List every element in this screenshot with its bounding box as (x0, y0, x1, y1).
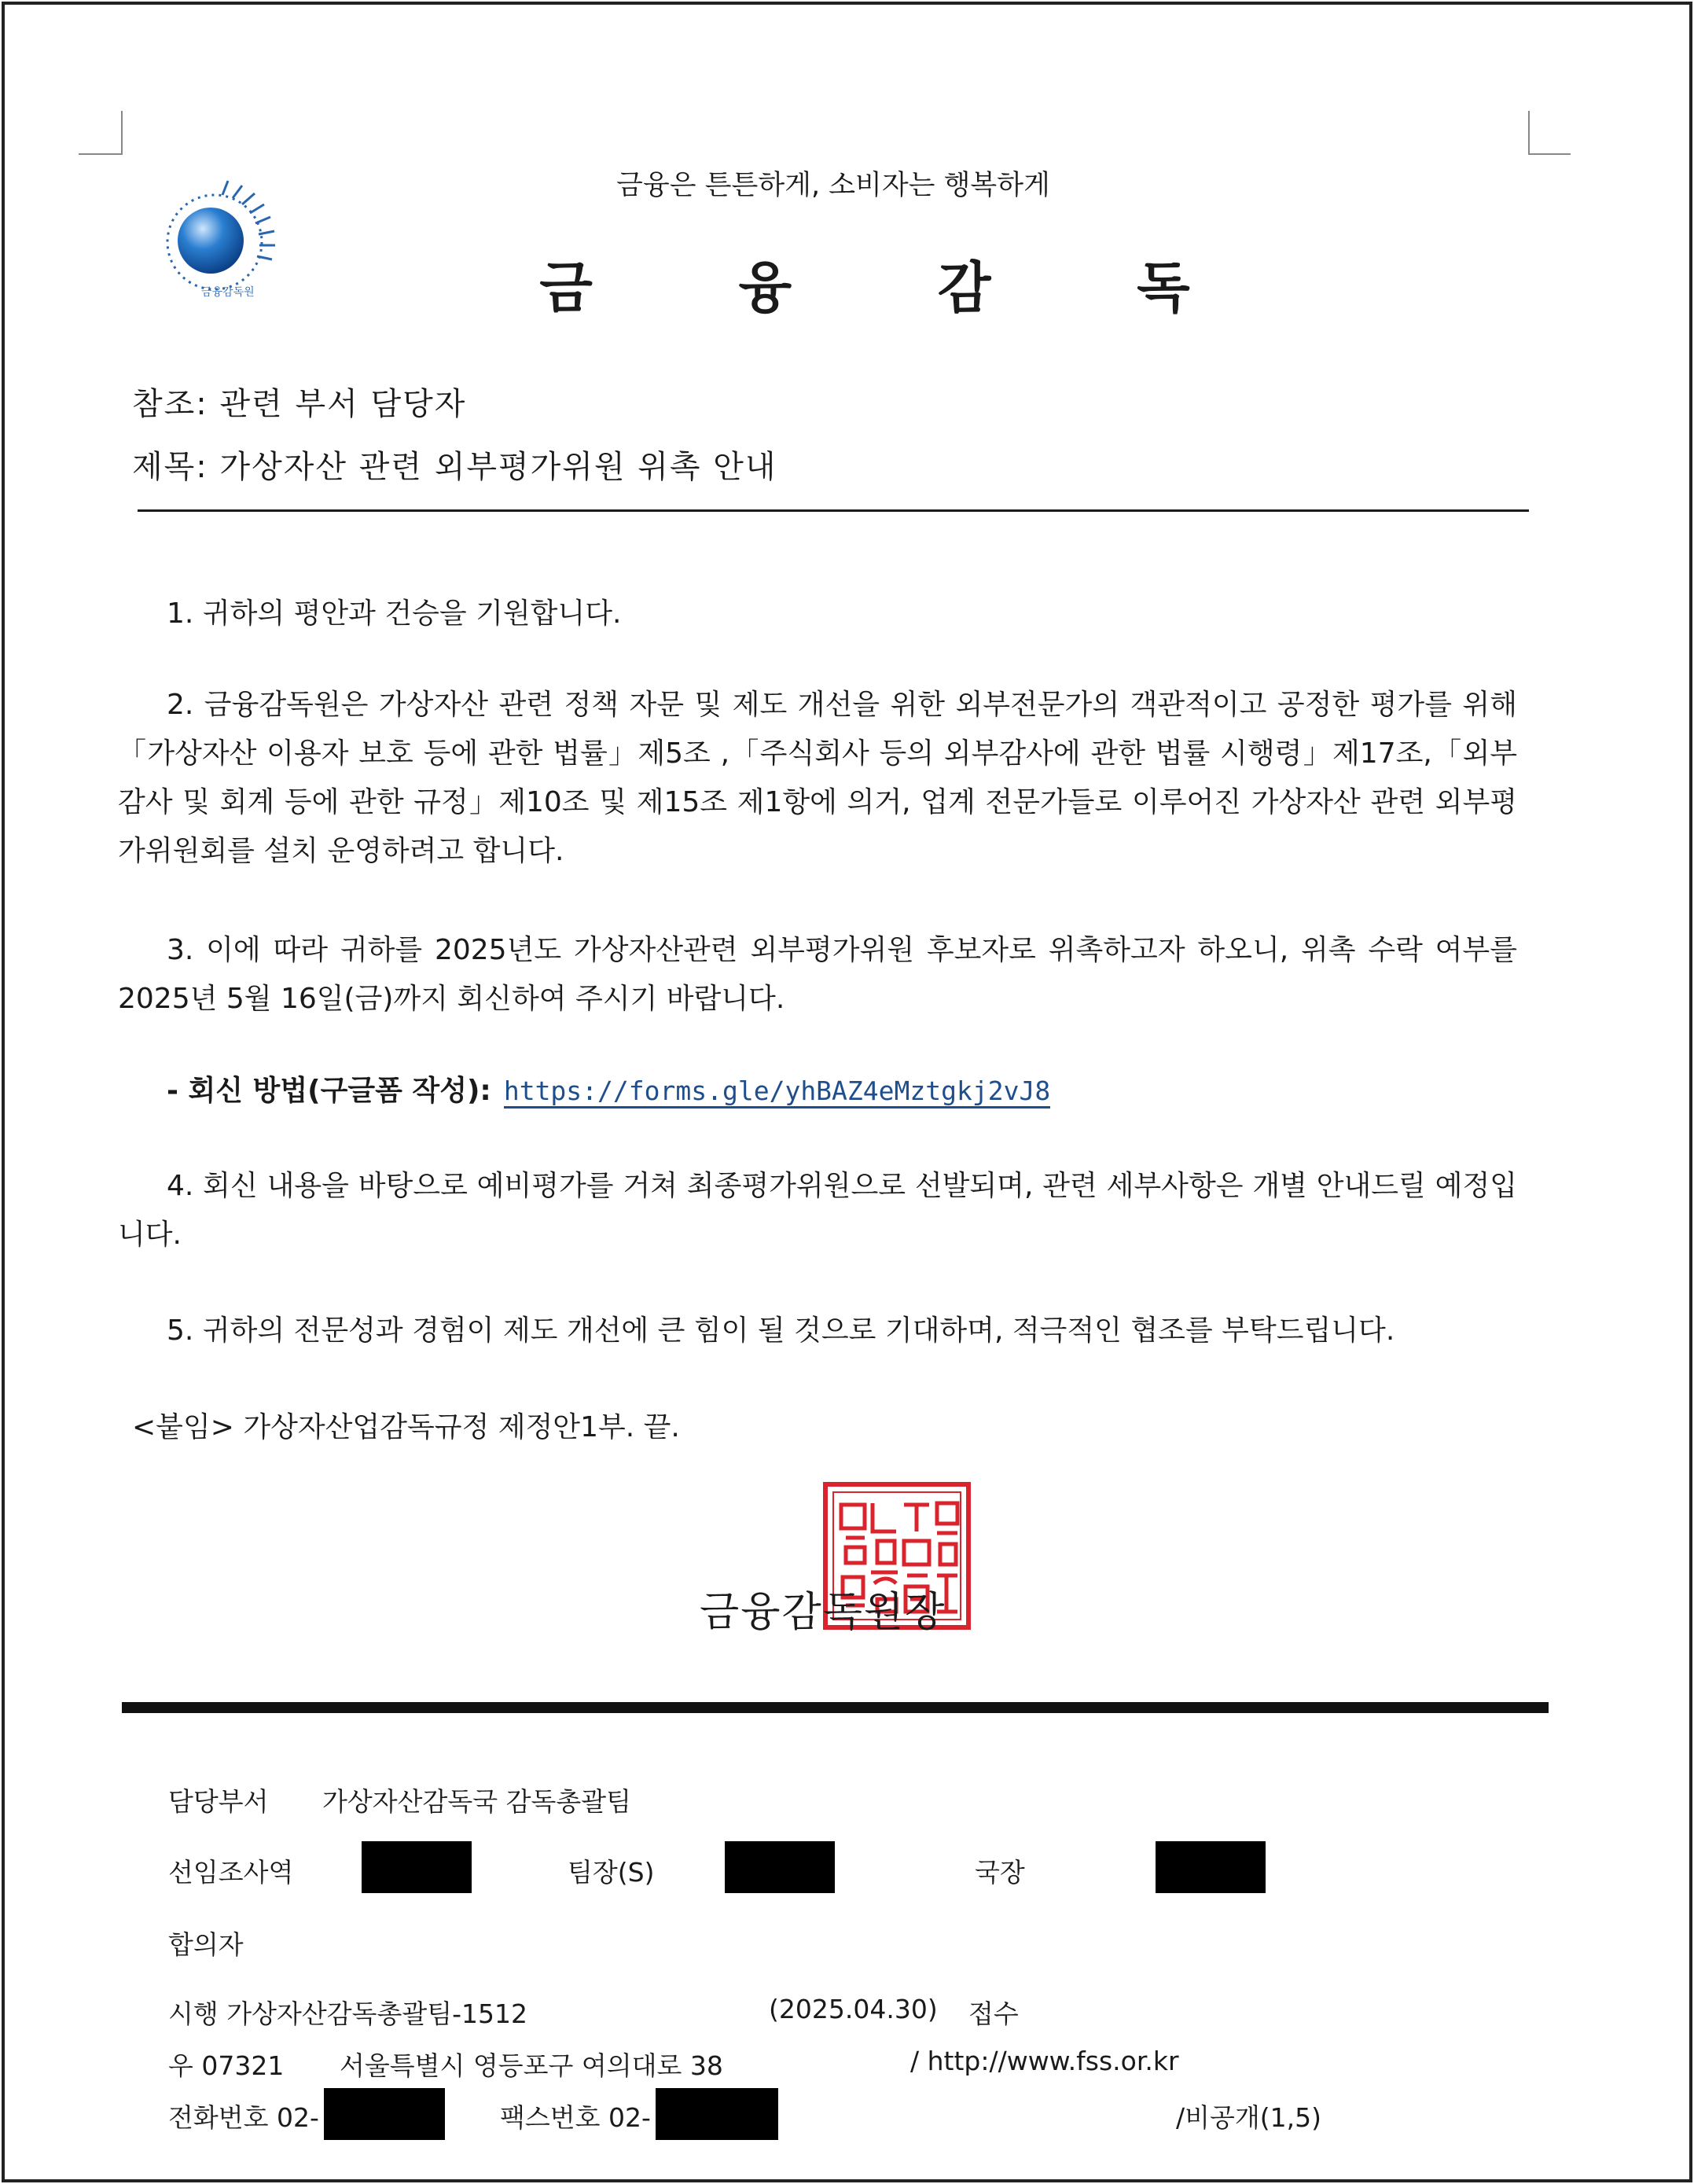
paragraph-2: 2. 금융감독원은 가상자산 관련 정책 자문 및 제도 개선을 위한 외부전문가의 객관적이고 공정한 평가를 위해「가상자산 이용자 보호 등에 관한 법률」제5조 ,「주식회사 등의 외부감사에 관한 법률 시행령」제17조,「외부감사 및 회계 등에 관한 규정」제10조 및 제15조 제1항에 의거, 업계 전문가들로 이루어진 가상자산 관련 외부평가위원회를 설치 운영하려고 합니다. (118, 689, 1517, 867)
crop-mark-top-right (1528, 111, 1571, 155)
redacted-director-name (1156, 1841, 1266, 1893)
document-number: 시행 가상자산감독총괄팀-1512 (168, 1998, 528, 2029)
address: 서울특별시 영등포구 여의대로 38 (340, 2050, 723, 2081)
paragraph-3: 3. 이에 따라 귀하를 2025년도 가상자산관련 외부평가위원 후보자로 위촉하고자 하오니, 위촉 수락 여부를 2025년 5월 16일(금)까지 회신하여 주시기 바랍니다. (118, 934, 1517, 1015)
org-title-char: 감 (937, 256, 991, 320)
paragraph-5: 5. 귀하의 전문성과 경험이 제도 개선에 큰 힘이 될 것으로 기대하며, 적극적인 협조를 부탁드립니다. (167, 1314, 1395, 1347)
org-title-char: 독 (1137, 256, 1190, 320)
org-title-char: 금 (539, 256, 593, 320)
receipt-label: 접수 (968, 1998, 1019, 2029)
paragraph-4: 4. 회신 내용을 바탕으로 예비평가를 거쳐 최종평가위원으로 선발되며, 관련 세부사항은 개별 안내드릴 예정입니다. (118, 1170, 1517, 1251)
paragraph-1: 1. 귀하의 평안과 건승을 기원합니다. (167, 597, 622, 630)
team-leader-label: 팀장(S) (568, 1857, 655, 1888)
org-title-char: 융 (738, 256, 792, 320)
director-label: 국장 (975, 1857, 1025, 1888)
redacted-fax-number (656, 2088, 778, 2140)
redacted-staff-name (362, 1841, 472, 1893)
sender-signature: 금융감독원장 (700, 1589, 946, 1636)
org-title (511, 244, 1218, 323)
redacted-phone-number (324, 2088, 445, 2140)
reply-method-label: - 회신 방법(구글폼 작성): (167, 1075, 491, 1107)
phone-label: 전화번호 02- (168, 2102, 319, 2133)
redacted-team-leader-name (725, 1841, 835, 1893)
reply-form-link[interactable]: https://forms.gle/yhBAZ4eMztgkj2vJ8 (504, 1075, 1050, 1109)
slogan: 금융은 튼튼하게, 소비자는 행복하게 (616, 170, 1050, 201)
fss-logo-icon (140, 164, 305, 313)
document-date: (2025.04.30) (769, 1994, 938, 2024)
website-url[interactable]: / http://www.fss.or.kr (910, 2046, 1179, 2076)
postal-code: 우 07321 (168, 2050, 285, 2081)
attachment-line: <붙임> 가상자산업감독규정 제정안1부. 끝. (132, 1411, 680, 1443)
dept-label: 담당부서 (168, 1786, 269, 1817)
logo-caption: 금융감독원 (201, 286, 255, 299)
staff-label: 선임조사역 (168, 1857, 294, 1888)
reply-method (167, 1068, 1050, 1115)
consultant-label: 합의자 (168, 1929, 244, 1960)
fax-label: 팩스번호 02- (500, 2102, 651, 2133)
header-divider (138, 509, 1529, 512)
subject-line: 제목: 가상자산 관련 외부평가위원 위촉 안내 (132, 449, 777, 485)
footer-divider (122, 1702, 1549, 1713)
reference-line: 참조: 관련 부서 담당자 (132, 386, 467, 422)
dept-value: 가상자산감독국 감독총괄팀 (322, 1786, 632, 1817)
disclosure-status: /비공개(1,5) (1176, 2102, 1321, 2133)
crop-mark-top-left (79, 111, 123, 155)
